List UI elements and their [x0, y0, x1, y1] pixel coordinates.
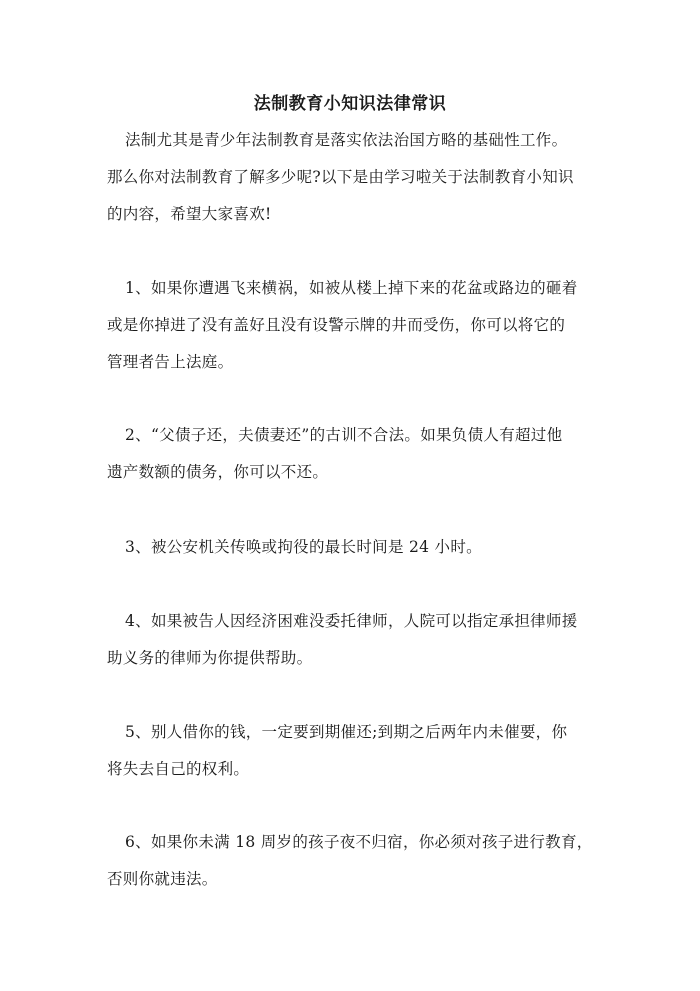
law-tip-line: 6、如果你未满 18 周岁的孩子夜不归宿，你必须对孩子进行教育， — [125, 833, 593, 851]
law-tip-line: 2、“父债子还，夫债妻还”的古训不合法。如果负债人有超过他 — [125, 426, 563, 444]
law-tip-2 — [107, 417, 595, 491]
law-tip-line: 遗产数额的债务，你可以不还。 — [107, 463, 329, 481]
law-tip-line: 或是你掉进了没有盖好且没有设警示牌的井而受伤，你可以将它的 — [107, 316, 566, 334]
law-tip-line: 助义务的律师为你提供帮助。 — [107, 649, 313, 667]
law-tip-6 — [107, 824, 595, 898]
law-tip-line: 1、如果你遭遇飞来横祸，如被从楼上掉下来的花盆或路边的砸着 — [125, 279, 578, 297]
law-tip-1 — [107, 270, 595, 381]
law-tip-3 — [107, 529, 595, 566]
intro-line: 的内容，希望大家喜欢! — [107, 205, 272, 223]
intro-line: 那么你对法制教育了解多少呢?以下是由学习啦关于法制教育小知识 — [107, 168, 574, 186]
intro-line: 法制尤其是青少年法制教育是落实依法治国方略的基础性工作。 — [125, 131, 568, 149]
law-tip-line: 否则你就违法。 — [107, 870, 218, 888]
document-title: 法制教育小知识法律常识 — [253, 94, 447, 114]
law-tip-5 — [107, 714, 595, 788]
law-tip-line: 3、被公安机关传唤或拘役的最长时间是 24 小时。 — [125, 538, 482, 556]
law-tip-line: 5、别人借你的钱，一定要到期催还;到期之后两年内未催要，你 — [125, 723, 568, 741]
law-tip-line: 管理者告上法庭。 — [107, 353, 234, 371]
intro-paragraph — [107, 122, 595, 233]
law-tip-4 — [107, 603, 595, 677]
law-tip-line: 4、如果被告人因经济困难没委托律师，人院可以指定承担律师援 — [125, 612, 578, 630]
law-tip-line: 将失去自己的权利。 — [107, 760, 250, 778]
